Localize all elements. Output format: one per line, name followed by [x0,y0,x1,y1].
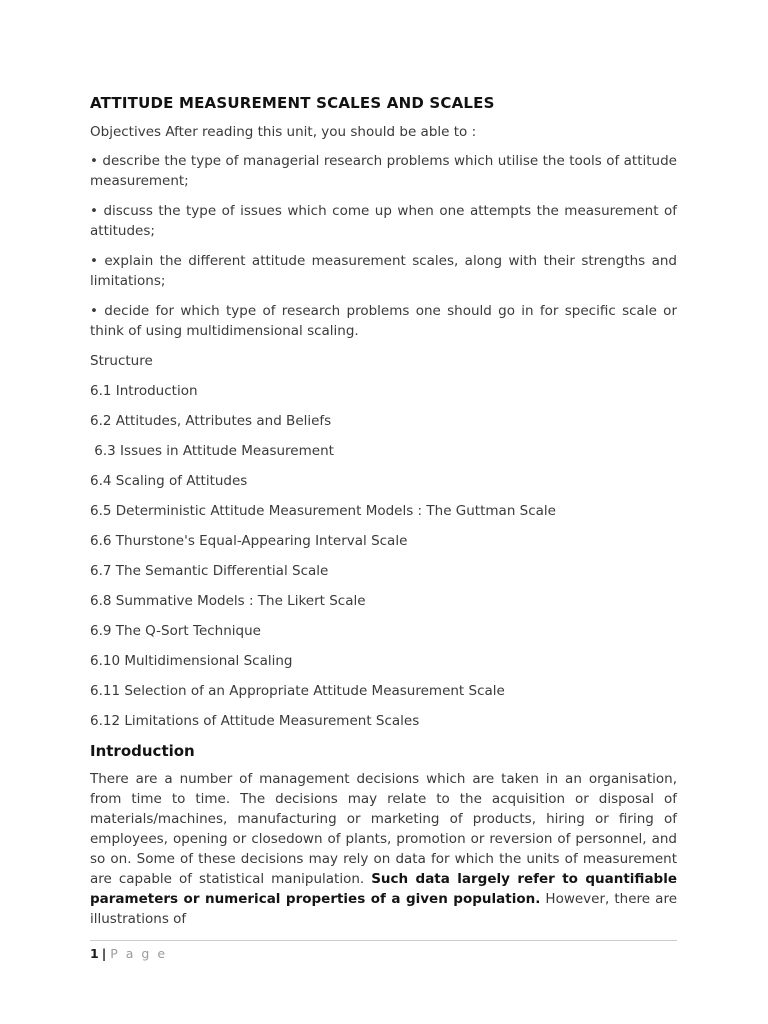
objective-bullet: • decide for which type of research problems one should go in for specific scale or think of using multidimensional scaling. [90,303,677,339]
page-footer [90,940,677,962]
intro-text-bold: Such data largely refer to quantifiable parameters or numerical properties of a given population. [90,871,677,907]
toc-item-6-11: 6.11 Selection of an Appropriate Attitude Measurement Scale [90,683,505,699]
objective-bullet: • describe the type of managerial research problems which utilise the tools of attitude measurement; [90,153,677,189]
toc-item-6-6: 6.6 Thurstone's Equal-Appearing Interval Scale [90,533,408,549]
toc-item-6-7: 6.7 The Semantic Differential Scale [90,563,329,579]
toc-item-6-12: 6.12 Limitations of Attitude Measurement Scales [90,713,420,729]
toc-item-6-2: 6.2 Attitudes, Attributes and Beliefs [90,413,332,429]
toc-item-6-4: 6.4 Scaling of Attitudes [90,473,248,489]
page-number: 1 [90,946,99,961]
objective-bullet: • discuss the type of issues which come up when one attempts the measurement of attitudes; [90,203,677,239]
document-title: ATTITUDE MEASUREMENT SCALES AND SCALES [90,94,495,112]
document-content [90,93,677,929]
intro-text-normal-1: There are a number of management decisions which are taken in an organisation, from time to time. The decisions may relate to the acquisition or disposal of materials/machines, manufacturing or marketing of products, hiring or firing of employees, opening or closedown of plants, promotion or reversion of personnel, and so on. Some of these decisions may rely on data for which the units of measurement are capable of statistical manipulation. [90,771,677,887]
toc-item-6-8: 6.8 Summative Models : The Likert Scale [90,593,366,609]
toc-item-6-10: 6.10 Multidimensional Scaling [90,653,293,669]
toc-item-6-5: 6.5 Deterministic Attitude Measurement Models : The Guttman Scale [90,503,556,519]
toc-item-6-9: 6.9 The Q-Sort Technique [90,623,261,639]
page-label: P a g e [110,946,168,961]
objective-bullet: • explain the different attitude measurement scales, along with their strengths and limitations; [90,253,677,289]
toc-item-6-3: 6.3 Issues in Attitude Measurement [90,443,334,459]
introduction-paragraph [90,769,677,929]
intro-text-normal-2: However, there are illustrations of [90,891,678,927]
footer-separator: | [101,946,107,961]
objectives-intro-line: Objectives After reading this unit, you should be able to : [90,124,477,140]
introduction-heading: Introduction [90,742,195,760]
toc-item-6-1: 6.1 Introduction [90,383,198,399]
structure-label: Structure [90,353,153,369]
